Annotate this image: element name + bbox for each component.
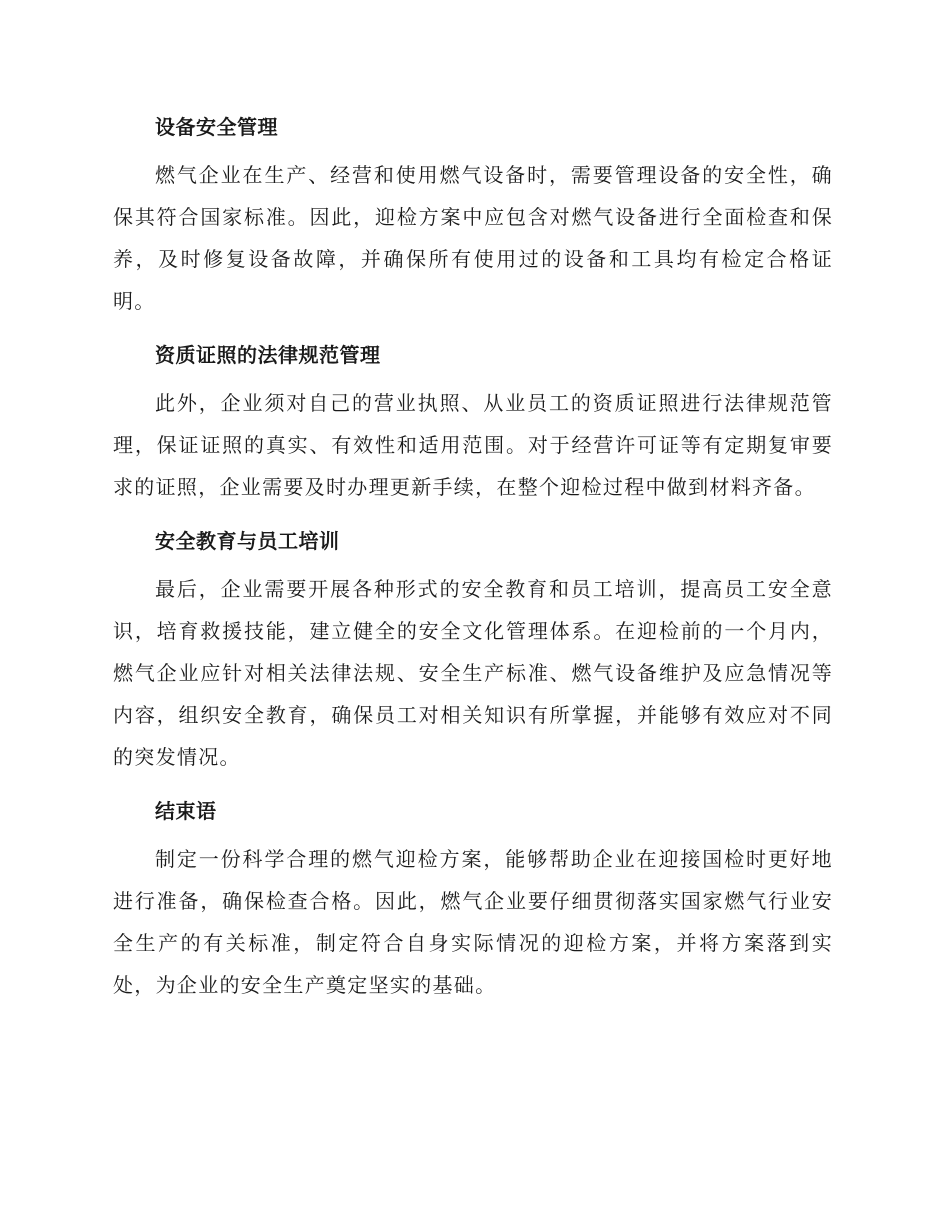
section-equipment-safety <box>113 106 833 322</box>
section-heading: 资质证照的法律规范管理 <box>155 343 381 367</box>
section-paragraph: 燃气企业在生产、经营和使用燃气设备时，需要管理设备的安全性，确保其符合国家标准。因此，迎检方案中应包含对燃气设备进行全面检查和保养，及时修复设备故障，并确保所有使用过的设备和工具均有检定合格证明。 <box>113 163 833 313</box>
section-paragraph: 制定一份科学合理的燃气迎检方案，能够帮助企业在迎接国检时更好地进行准备，确保检查合格。因此，燃气企业要仔细贯彻落实国家燃气行业安全生产的有关标准，制定符合自身实际情况的迎检方案，并将方案落到实处，为企业的安全生产奠定坚实的基础。 <box>113 847 833 997</box>
section-paragraph: 最后，企业需要开展各种形式的安全教育和员工培训，提高员工安全意识，培育救援技能，建立健全的安全文化管理体系。在迎检前的一个月内，燃气企业应针对相关法律法规、安全生产标准、燃气设备维护及应急情况等内容，组织安全教育，确保员工对相关知识有所掌握，并能够有效应对不同的突发情况。 <box>113 577 833 769</box>
document-page <box>113 106 833 1018</box>
section-conclusion <box>113 790 833 1006</box>
section-license-management <box>113 334 833 508</box>
section-paragraph: 此外，企业须对自己的营业执照、从业员工的资质证照进行法律规范管理，保证证照的真实、有效性和适用范围。对于经营许可证等有定期复审要求的证照，企业需要及时办理更新手续，在整个迎检过程中做到材料齐备。 <box>113 391 833 499</box>
section-safety-training <box>113 520 833 778</box>
section-heading: 设备安全管理 <box>155 115 278 139</box>
section-heading: 结束语 <box>155 799 217 823</box>
section-heading: 安全教育与员工培训 <box>155 529 340 553</box>
